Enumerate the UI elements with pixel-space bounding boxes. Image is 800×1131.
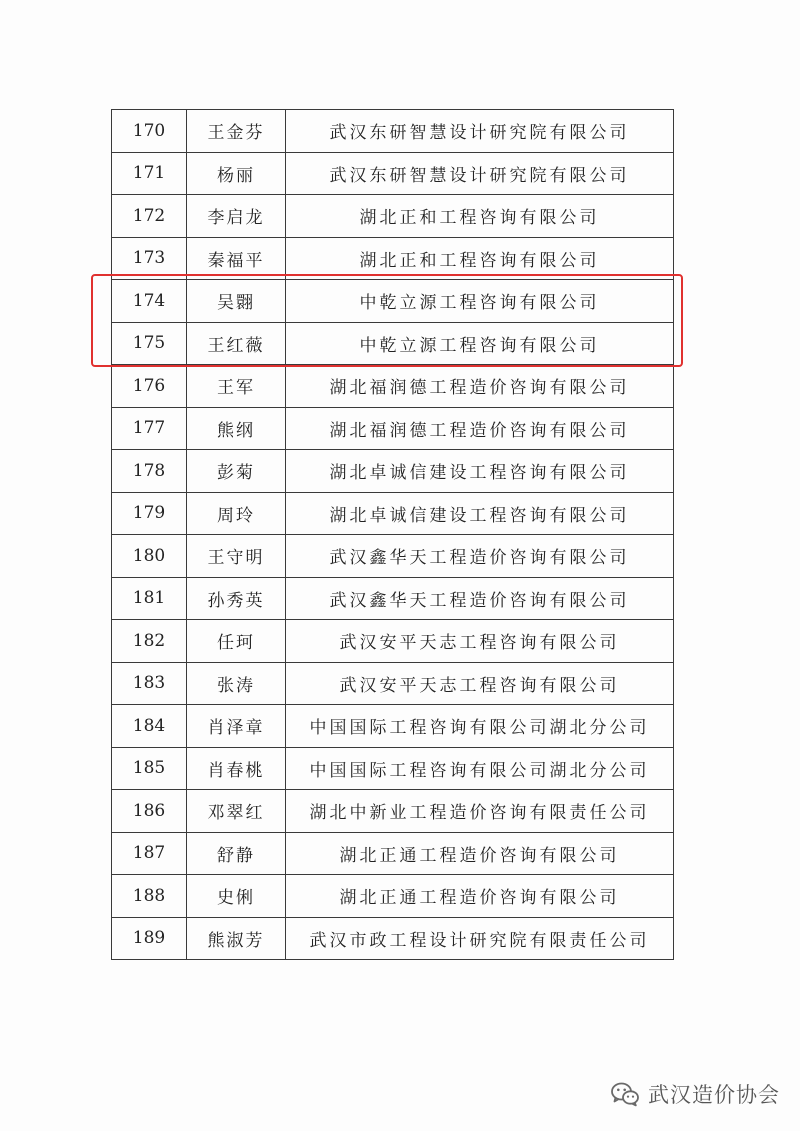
organization-name: 湖北正通工程造价咨询有限公司 (286, 832, 674, 875)
person-name: 熊淑芳 (187, 917, 286, 960)
table-row (112, 492, 674, 535)
person-name: 熊纲 (187, 407, 286, 450)
person-name: 杨丽 (187, 152, 286, 195)
organization-name: 中国国际工程咨询有限公司湖北分公司 (286, 747, 674, 790)
wechat-icon (610, 1081, 640, 1107)
organization-name: 湖北中新业工程造价咨询有限责任公司 (286, 790, 674, 833)
organization-name: 武汉东研智慧设计研究院有限公司 (286, 110, 674, 153)
watermark (610, 1079, 780, 1109)
table-row (112, 747, 674, 790)
table-row (112, 280, 674, 323)
person-name: 王金芬 (187, 110, 286, 153)
table-row (112, 917, 674, 960)
table-row (112, 110, 674, 153)
row-number: 182 (112, 620, 187, 663)
person-name: 李启龙 (187, 195, 286, 238)
table-row (112, 577, 674, 620)
table-row (112, 322, 674, 365)
watermark-text: 武汉造价协会 (648, 1083, 780, 1107)
person-name: 吴翾 (187, 280, 286, 323)
person-name: 肖春桃 (187, 747, 286, 790)
table-row (112, 705, 674, 748)
roster-table-body (112, 110, 674, 960)
table-row (112, 195, 674, 238)
organization-name: 湖北正和工程咨询有限公司 (286, 237, 674, 280)
row-number: 177 (112, 407, 187, 450)
row-number: 176 (112, 365, 187, 408)
table-row (112, 152, 674, 195)
row-number: 179 (112, 492, 187, 535)
person-name: 秦福平 (187, 237, 286, 280)
row-number: 174 (112, 280, 187, 323)
person-name: 王红薇 (187, 322, 286, 365)
row-number: 184 (112, 705, 187, 748)
table-row (112, 875, 674, 918)
organization-name: 湖北卓诚信建设工程咨询有限公司 (286, 450, 674, 493)
table-row (112, 407, 674, 450)
person-name: 孙秀英 (187, 577, 286, 620)
person-name: 彭菊 (187, 450, 286, 493)
table-row (112, 450, 674, 493)
row-number: 186 (112, 790, 187, 833)
table-row (112, 832, 674, 875)
organization-name: 湖北正和工程咨询有限公司 (286, 195, 674, 238)
person-name: 史俐 (187, 875, 286, 918)
row-number: 189 (112, 917, 187, 960)
person-name: 肖泽章 (187, 705, 286, 748)
table-row (112, 365, 674, 408)
row-number: 173 (112, 237, 187, 280)
organization-name: 武汉鑫华天工程造价咨询有限公司 (286, 535, 674, 578)
person-name: 张涛 (187, 662, 286, 705)
roster-table (111, 109, 674, 960)
table-row (112, 790, 674, 833)
row-number: 171 (112, 152, 187, 195)
row-number: 185 (112, 747, 187, 790)
row-number: 188 (112, 875, 187, 918)
row-number: 187 (112, 832, 187, 875)
table-row (112, 237, 674, 280)
organization-name: 武汉安平天志工程咨询有限公司 (286, 620, 674, 663)
table-row (112, 662, 674, 705)
organization-name: 湖北正通工程造价咨询有限公司 (286, 875, 674, 918)
organization-name: 中乾立源工程咨询有限公司 (286, 322, 674, 365)
row-number: 175 (112, 322, 187, 365)
organization-name: 武汉市政工程设计研究院有限责任公司 (286, 917, 674, 960)
table-row (112, 620, 674, 663)
row-number: 170 (112, 110, 187, 153)
organization-name: 湖北福润德工程造价咨询有限公司 (286, 407, 674, 450)
organization-name: 湖北卓诚信建设工程咨询有限公司 (286, 492, 674, 535)
row-number: 181 (112, 577, 187, 620)
table-row (112, 535, 674, 578)
person-name: 邓翠红 (187, 790, 286, 833)
person-name: 任珂 (187, 620, 286, 663)
person-name: 王军 (187, 365, 286, 408)
row-number: 183 (112, 662, 187, 705)
row-number: 180 (112, 535, 187, 578)
row-number: 172 (112, 195, 187, 238)
organization-name: 中乾立源工程咨询有限公司 (286, 280, 674, 323)
organization-name: 武汉鑫华天工程造价咨询有限公司 (286, 577, 674, 620)
person-name: 周玲 (187, 492, 286, 535)
organization-name: 湖北福润德工程造价咨询有限公司 (286, 365, 674, 408)
organization-name: 中国国际工程咨询有限公司湖北分公司 (286, 705, 674, 748)
row-number: 178 (112, 450, 187, 493)
organization-name: 武汉安平天志工程咨询有限公司 (286, 662, 674, 705)
person-name: 舒静 (187, 832, 286, 875)
person-name: 王守明 (187, 535, 286, 578)
organization-name: 武汉东研智慧设计研究院有限公司 (286, 152, 674, 195)
